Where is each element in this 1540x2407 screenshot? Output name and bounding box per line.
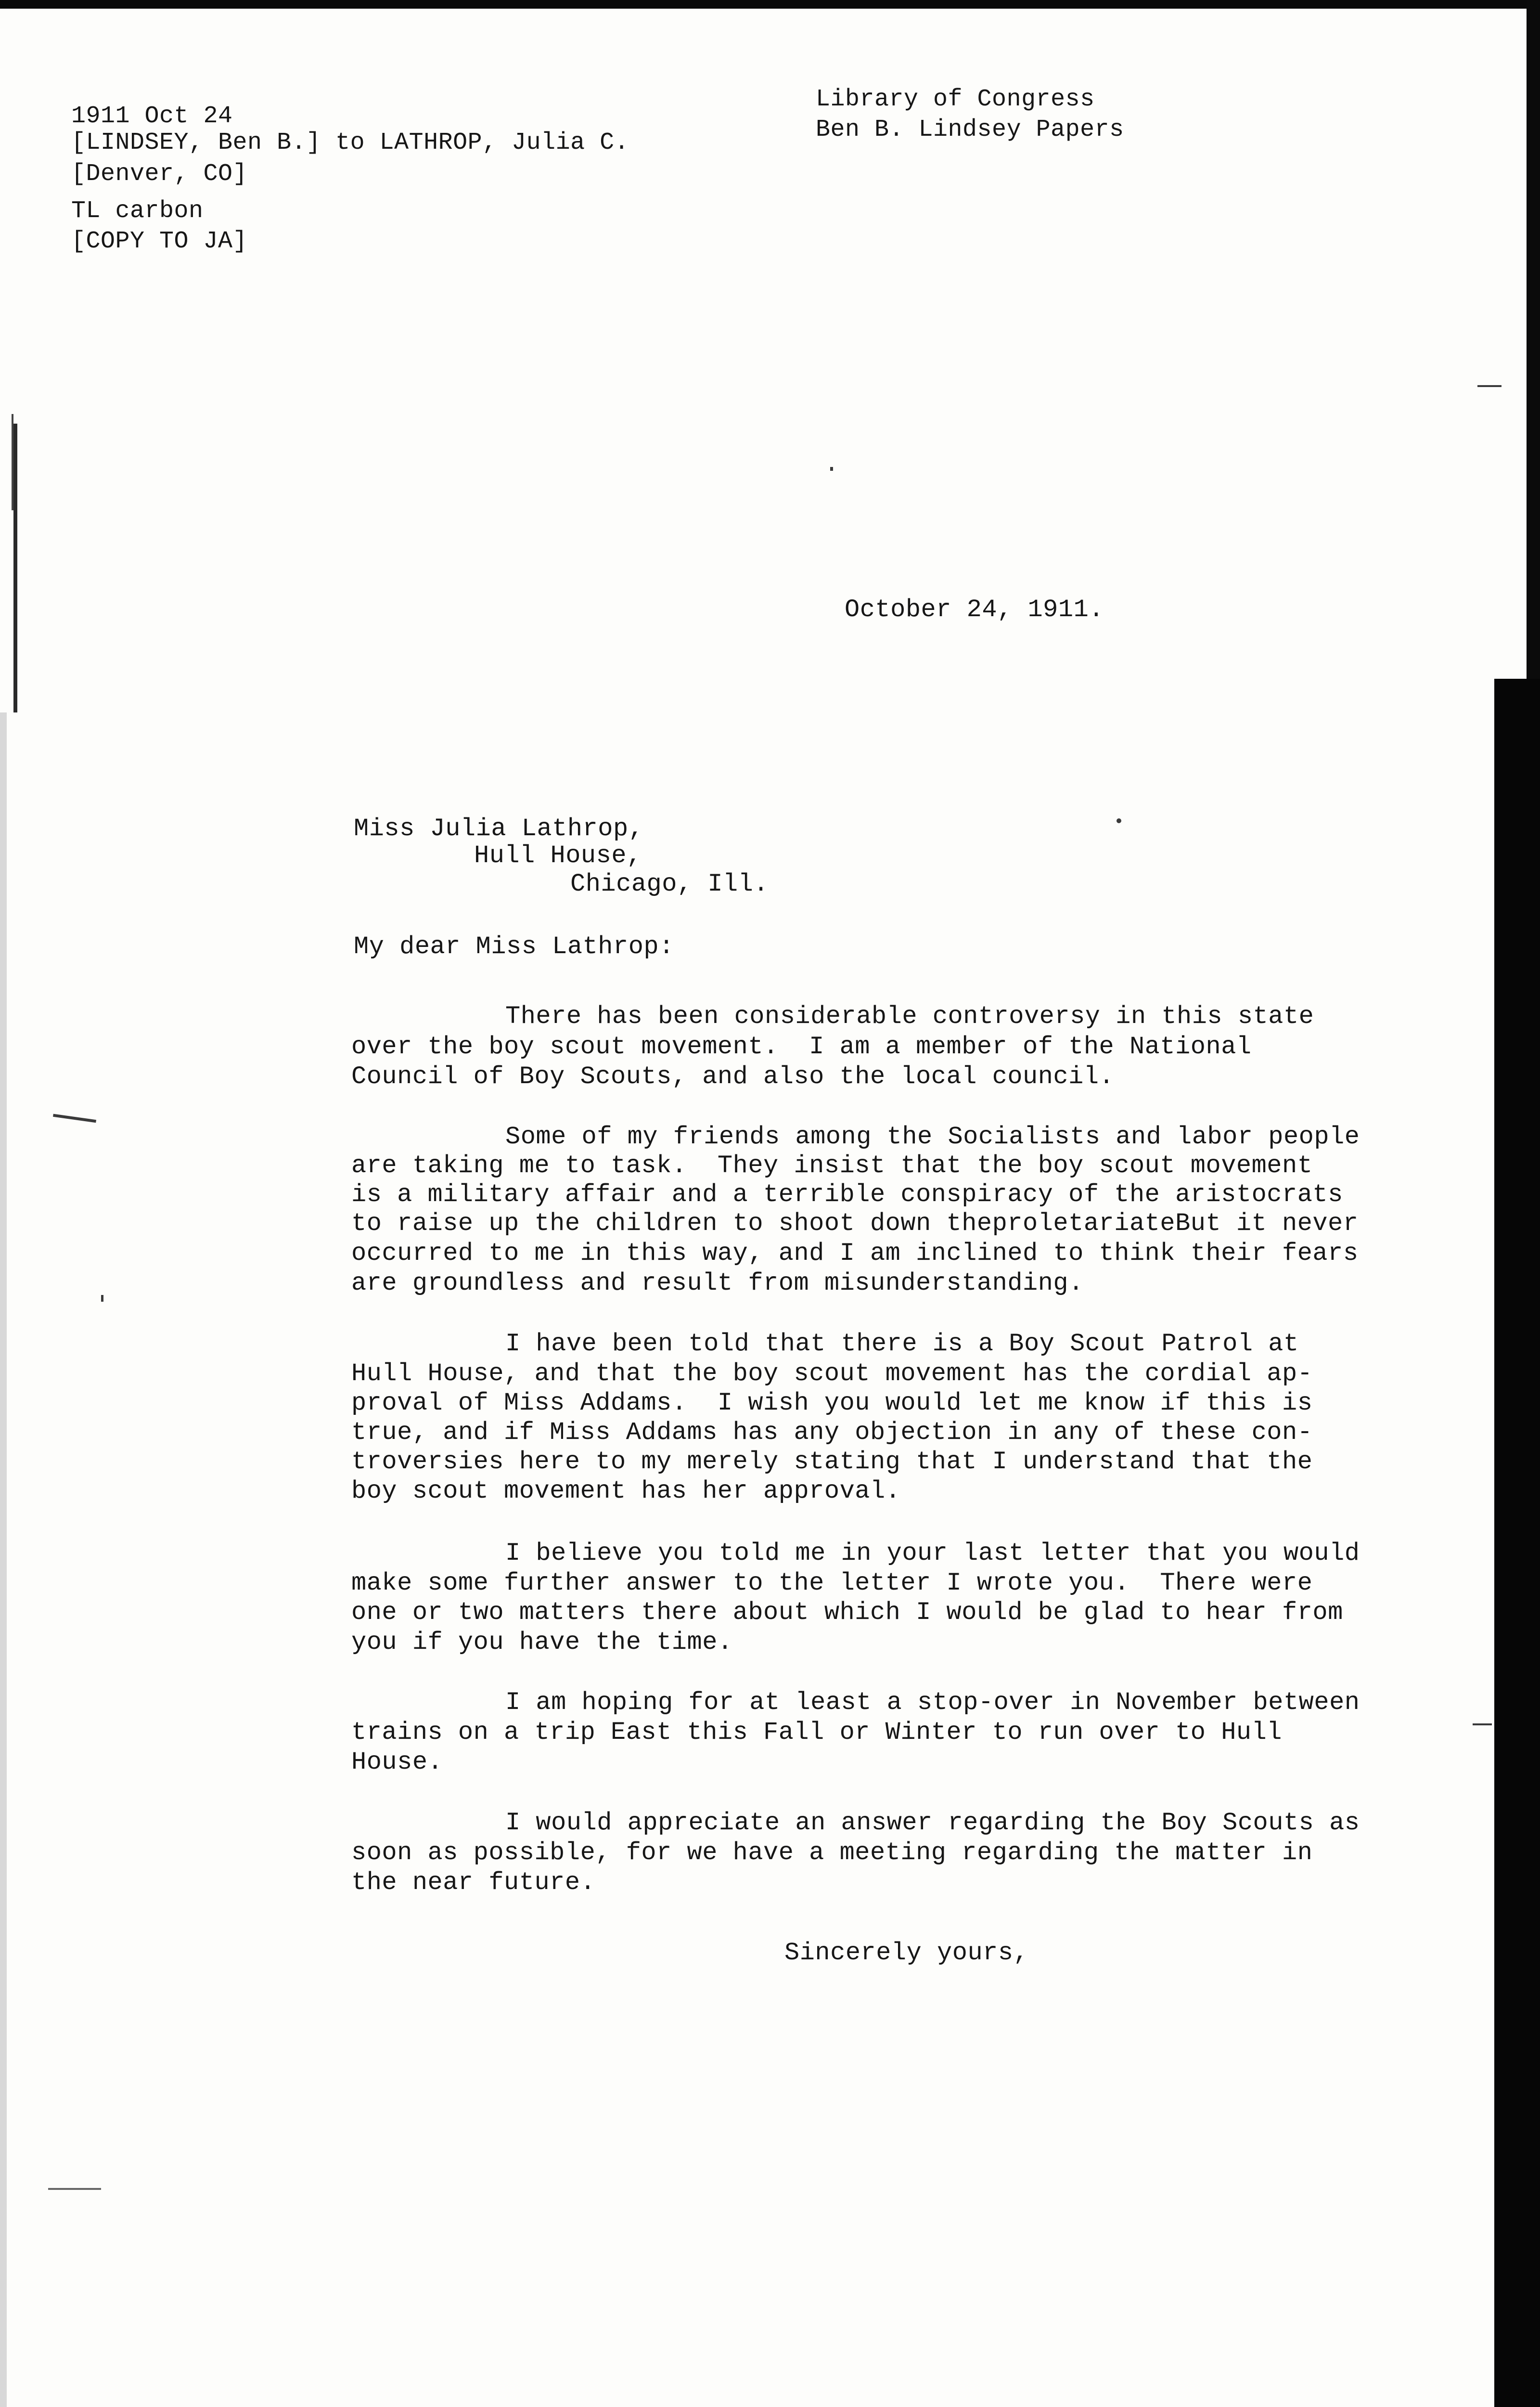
catalog-copy-note: [COPY TO JA] (71, 228, 248, 255)
paragraph-2-line: are groundless and result from misunderstanding. (351, 1269, 1084, 1297)
scan-edge-left (0, 712, 7, 2407)
paragraph-3-line: boy scout movement has her approval. (351, 1477, 901, 1505)
paragraph-3-line: proval of Miss Addams. I wish you would let me know if this is (351, 1389, 1313, 1417)
paragraph-3-line: true, and if Miss Addams has any objection in any of these con- (351, 1418, 1313, 1447)
scan-edge-top (0, 0, 1540, 9)
paragraph-1-line: over the boy scout movement. I am a member of the National (351, 1033, 1252, 1061)
paragraph-6-line: I would appreciate an answer regarding the Boy Scouts as (505, 1809, 1360, 1837)
scan-edge-right (1494, 679, 1540, 2407)
scan-margin-mark (13, 424, 17, 712)
paragraph-4-line: you if you have the time. (351, 1628, 733, 1656)
catalog-place: [Denver, CO] (71, 160, 248, 188)
scan-speck (53, 1114, 96, 1123)
archive-institution: Library of Congress (816, 86, 1095, 113)
scan-speck (1477, 385, 1502, 387)
paragraph-5-line: House. (351, 1748, 443, 1776)
paragraph-1-line: Council of Boy Scouts, and also the local council. (351, 1062, 1115, 1091)
paragraph-2-line: is a military affair and a terrible conspiracy of the aristocrats (351, 1180, 1343, 1209)
scan-speck (1116, 818, 1121, 823)
recipient-organization: Hull House, (474, 841, 642, 870)
catalog-format: TL carbon (71, 197, 204, 225)
paragraph-5-line: trains on a trip East this Fall or Winter to run over to Hull (351, 1718, 1283, 1747)
scan-margin-mark-thin (12, 414, 13, 510)
scan-speck (1473, 1723, 1492, 1725)
scan-speck (48, 2188, 101, 2190)
recipient-name: Miss Julia Lathrop, (354, 815, 644, 843)
paragraph-2-line: Some of my friends among the Socialists and labor people (505, 1123, 1360, 1151)
paragraph-6-line: soon as possible, for we have a meeting regarding the matter in (351, 1838, 1313, 1867)
paragraph-4-line: make some further answer to the letter I wrote you. There were (351, 1569, 1313, 1597)
scan-speck (830, 467, 833, 471)
paragraph-2-line: to raise up the children to shoot down theproletariateBut it never (351, 1209, 1359, 1238)
paragraph-2-line: are taking me to task. They insist that the boy scout movement (351, 1152, 1313, 1180)
archive-collection: Ben B. Lindsey Papers (816, 116, 1124, 143)
closing: Sincerely yours, (784, 1939, 1029, 1967)
paragraph-3-line: troversies here to my merely stating that I understand that the (351, 1448, 1313, 1476)
catalog-correspondents: [LINDSEY, Ben B.] to LATHROP, Julia C. (71, 129, 629, 156)
recipient-city: Chicago, Ill. (570, 870, 769, 898)
paragraph-4-line: one or two matters there about which I would be glad to hear from (351, 1598, 1343, 1627)
paragraph-5-line: I am hoping for at least a stop-over in November between (505, 1688, 1360, 1717)
paragraph-1-line: There has been considerable controversy in this state (505, 1002, 1314, 1031)
scan-speck (101, 1295, 103, 1302)
paragraph-4-line: I believe you told me in your last letter that you would (505, 1539, 1360, 1567)
scan-edge-right-upper (1527, 0, 1540, 684)
paragraph-2-line: occurred to me in this way, and I am inclined to think their fears (351, 1239, 1359, 1268)
paragraph-3-line: I have been told that there is a Boy Scout Patrol at (505, 1330, 1299, 1358)
salutation: My dear Miss Lathrop: (354, 932, 674, 961)
paragraph-6-line: the near future. (351, 1868, 596, 1897)
paragraph-3-line: Hull House, and that the boy scout movement has the cordial ap- (351, 1359, 1313, 1388)
letter-date: October 24, 1911. (845, 595, 1104, 624)
catalog-date: 1911 Oct 24 (71, 103, 233, 130)
